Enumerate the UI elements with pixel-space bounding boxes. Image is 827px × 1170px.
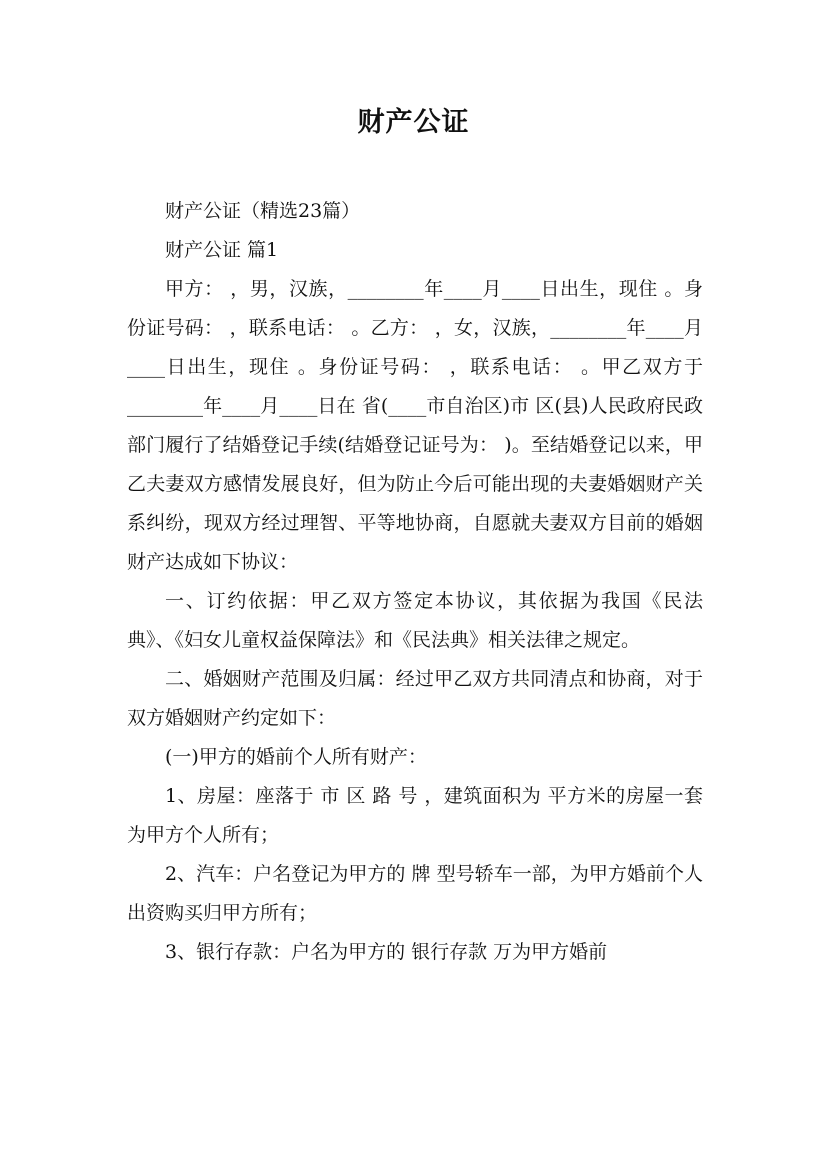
paragraph-subtitle: 财产公证（精选23篇） [165, 200, 361, 222]
paragraph-car: 2、汽车：户名登记为甲方的 牌 型号轿车一部，为甲方婚前个人出资购买归甲方所有； [127, 863, 703, 924]
paragraph-section-heading: 财产公证 篇1 [165, 239, 279, 261]
paragraph-property-scope: 二、婚姻财产范围及归属：经过甲乙双方共同清点和协商，对于双方婚姻财产约定如下： [127, 668, 703, 729]
paragraph-party-a-premarital: (一)甲方的婚前个人所有财产： [165, 746, 427, 768]
document-body [127, 192, 703, 972]
paragraph-parties: 甲方： ，男，汉族，________年____月____日出生，现住 。身份证号码： ，联系电话： 。乙方： ，女，汉族，________年____月____日出生，现住 。身份证号码： ，联系电话： 。甲乙双方于________年____月____日在 省(____市自治区)市 区(县)人民政府民政部门履行了结婚登记手续(结婚登记证号为： )。至结婚登记以来，甲乙夫妻双方感情发展良好，但为防止今后可能出现的夫妻婚姻财产关系纠纷，现双方经过理智、平等地协商，自愿就夫妻双方目前的婚姻财产达成如下协议： [127, 278, 703, 573]
paragraph-basis: 一、订约依据：甲乙双方签定本协议，其依据为我国《民法典》、《妇女儿童权益保障法》和《民法典》相关法律之规定。 [127, 590, 703, 651]
document-title: 财产公证 [357, 107, 470, 138]
paragraph-house: 1、房屋：座落于 市 区 路 号 ，建筑面积为 平方米的房屋一套为甲方个人所有； [127, 785, 703, 846]
paragraph-bank-deposit: 3、银行存款：户名为甲方的 银行存款 万为甲方婚前 [165, 941, 608, 963]
